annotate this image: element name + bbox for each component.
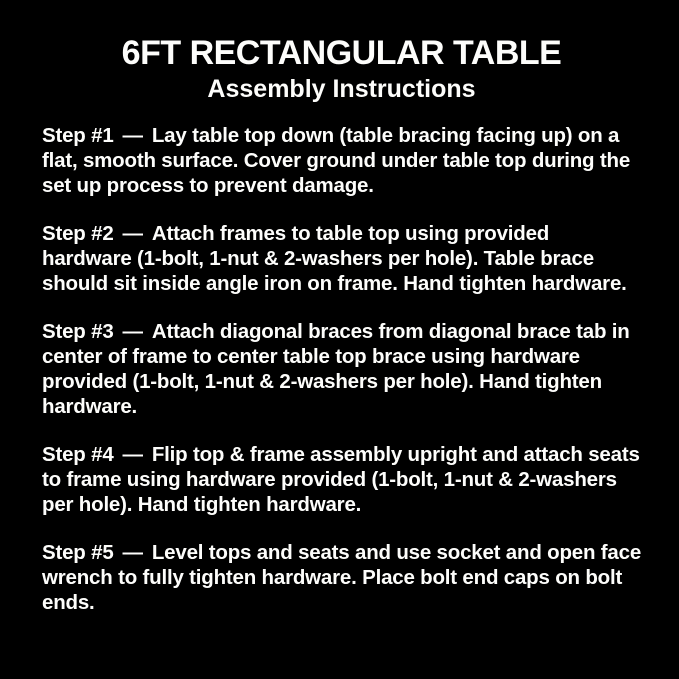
step-1-text: Lay table top down (table bracing facing up) on a flat, smooth surface. Cover ground under table top during the set up process to prevent damage. — [42, 124, 631, 198]
step-4-dash: — — [122, 443, 143, 467]
step-2-dash: — — [122, 222, 143, 246]
step-3-dash: — — [122, 320, 143, 344]
step-2-label: Step #2 — [42, 222, 114, 246]
steps-list — [42, 123, 642, 615]
step-3-label: Step #3 — [42, 320, 114, 344]
step-5 — [42, 540, 642, 615]
step-1-dash: — — [122, 124, 143, 148]
page-subtitle: Assembly Instructions — [207, 74, 476, 103]
step-5-text: Level tops and seats and use socket and open face wrench to fully tighten hardware. Place bolt end caps on bolt ends. — [42, 541, 642, 615]
step-3 — [42, 319, 642, 419]
step-2-text: Attach frames to table top using provided hardware (1-bolt, 1-nut & 2-washers per hole). Table brace should sit inside angle iron on frame. Hand tighten hardware. — [42, 222, 627, 296]
step-3-text: Attach diagonal braces from diagonal brace tab in center of frame to center table top brace using hardware provided (1-bolt, 1-nut & 2-washers per hole). Hand tighten hardware. — [42, 320, 630, 419]
step-4-text: Flip top & frame assembly upright and attach seats to frame using hardware provided (1-bolt, 1-nut & 2-washers per hole). Hand tighten hardware. — [42, 443, 640, 517]
step-4 — [42, 442, 642, 517]
step-1-label: Step #1 — [42, 124, 114, 148]
header — [42, 36, 641, 103]
step-1 — [42, 123, 642, 198]
step-2 — [42, 221, 642, 296]
page-title: 6FT RECTANGULAR TABLE — [121, 34, 562, 72]
step-4-label: Step #4 — [42, 443, 114, 467]
step-5-label: Step #5 — [42, 541, 114, 565]
step-5-dash: — — [122, 541, 143, 565]
